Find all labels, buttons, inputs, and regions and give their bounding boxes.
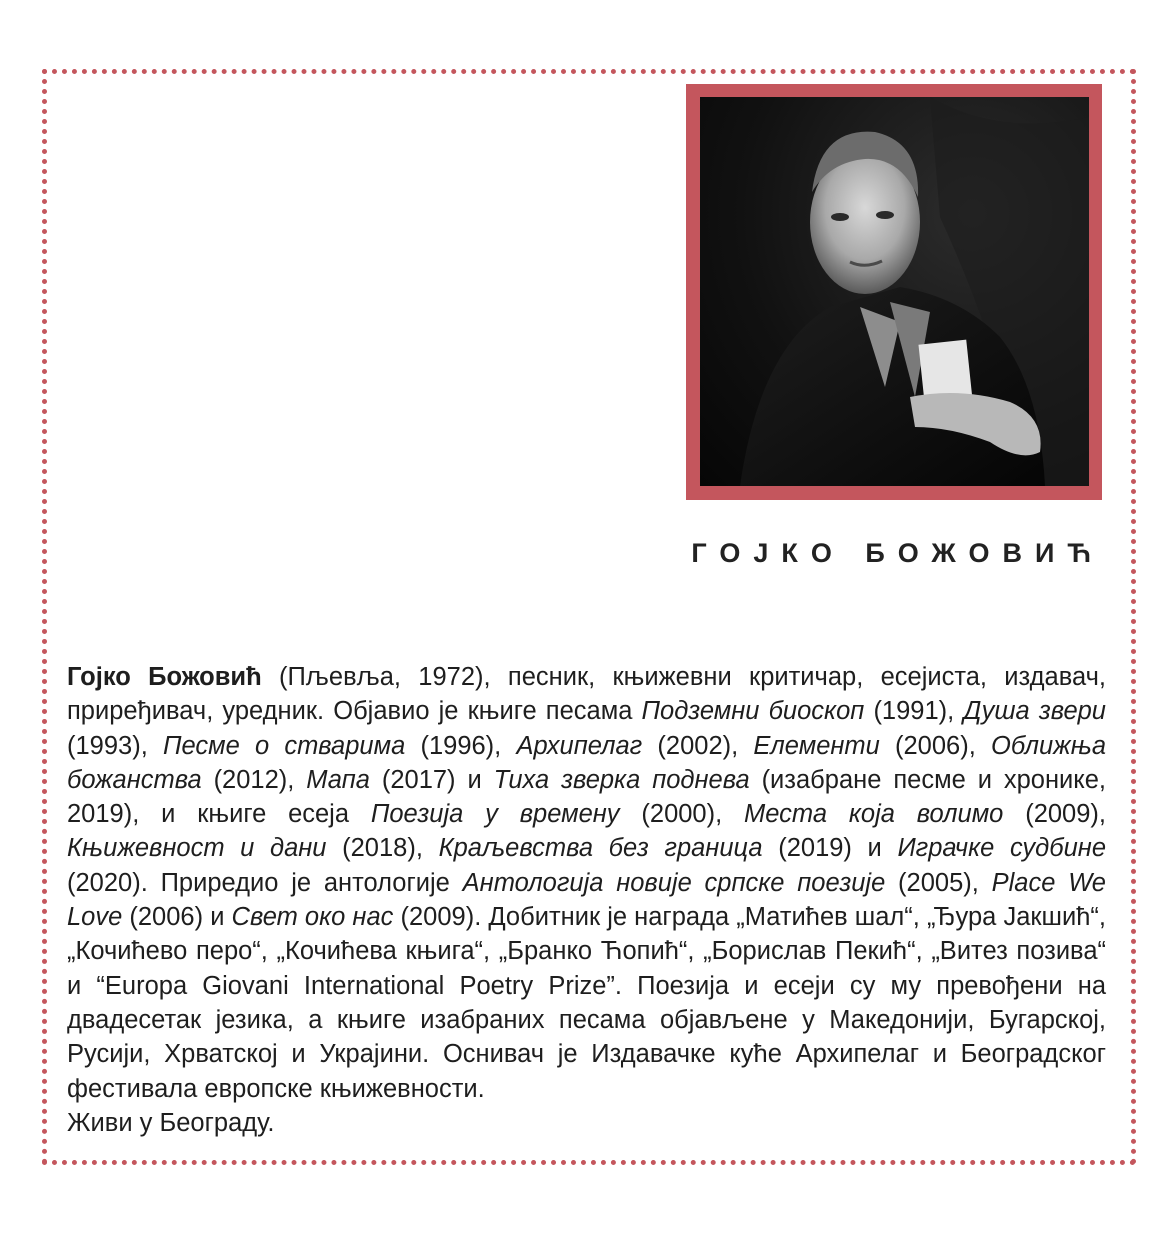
portrait-illustration: [700, 97, 1089, 486]
bio-text-run: (2006) и: [122, 903, 232, 932]
author-biography: [67, 660, 1106, 1140]
book-title: Поезија у времену: [370, 800, 620, 829]
book-title: Архипелаг: [516, 731, 643, 760]
book-title: Елементи: [753, 731, 880, 760]
biography-residence: Живи у Београду.: [67, 1108, 275, 1137]
biography-text: [67, 663, 1106, 1103]
book-title: Душа звери: [963, 697, 1106, 726]
bio-text-run: (2020). Приредио је антологије: [67, 868, 463, 897]
bio-author-name: Гојко Божовић: [67, 663, 262, 691]
book-title: Књижевност и дани: [67, 834, 327, 863]
bio-text-run: (1991),: [864, 697, 964, 726]
bio-text-run: (2018),: [326, 834, 439, 863]
book-title: Подземни биоскоп: [641, 697, 865, 726]
book-title: Place We Love: [67, 868, 1106, 932]
bio-text-run: (1993),: [67, 731, 163, 760]
book-title: Краљевства без граница: [438, 834, 763, 863]
book-title: Оближња божанства: [67, 731, 1107, 794]
bio-text-run: (2000),: [619, 800, 745, 829]
bio-text-run: (2012),: [201, 765, 307, 794]
bio-text-run: (2017) и: [369, 765, 494, 794]
book-title: Мапа: [306, 765, 370, 794]
bio-text-run: (2019) и: [762, 834, 898, 863]
bio-text-run: (2006),: [879, 731, 991, 760]
book-title: Свет око нас: [231, 903, 394, 932]
book-title: Играчке судбине: [897, 834, 1107, 863]
bio-text-run: (изабране песме и хронике, 2019), и књиге есеја: [67, 765, 1106, 829]
bio-text-run: (2002),: [642, 731, 754, 760]
book-title: Места која волимо: [744, 800, 1004, 829]
book-title: Тиха зверка поднева: [493, 765, 750, 794]
bio-text-run: (2009). Добитник је награда „Матићев шал“, „Ђура Јакшић“, „Кочићево перо“, „Кочићева књига“, „Бранко Ћопић“, „Борислав Пекић“, „Витез позива“ и “Europa Giovani International Poetry Prize”. Поезија и есеји су му превођени на двадесетак језика, а књиге изабраних песама објављене у Македонији, Бугарској, Русији, Хрватској и Украјини. Оснивач је Издавачке куће Архипелаг и Београдског фестивала европске књижевности.: [67, 903, 1106, 1103]
author-portrait: [700, 97, 1089, 486]
bio-text-run: (2005),: [885, 868, 992, 897]
bio-text-run: (1996),: [405, 731, 517, 760]
book-title: Песме о стварима: [162, 731, 406, 760]
author-name-heading: ГОЈКО БОЖОВИЋ: [691, 538, 1104, 568]
bio-text-run: (Пљевља, 1972), песник, књижевни критичар, есејиста, издавач, приређивач, уредник. Објавио је књиге песама: [67, 663, 1106, 726]
book-title: Антологија новије српске поезије: [462, 868, 886, 897]
bio-text-run: (2009),: [1003, 800, 1106, 829]
